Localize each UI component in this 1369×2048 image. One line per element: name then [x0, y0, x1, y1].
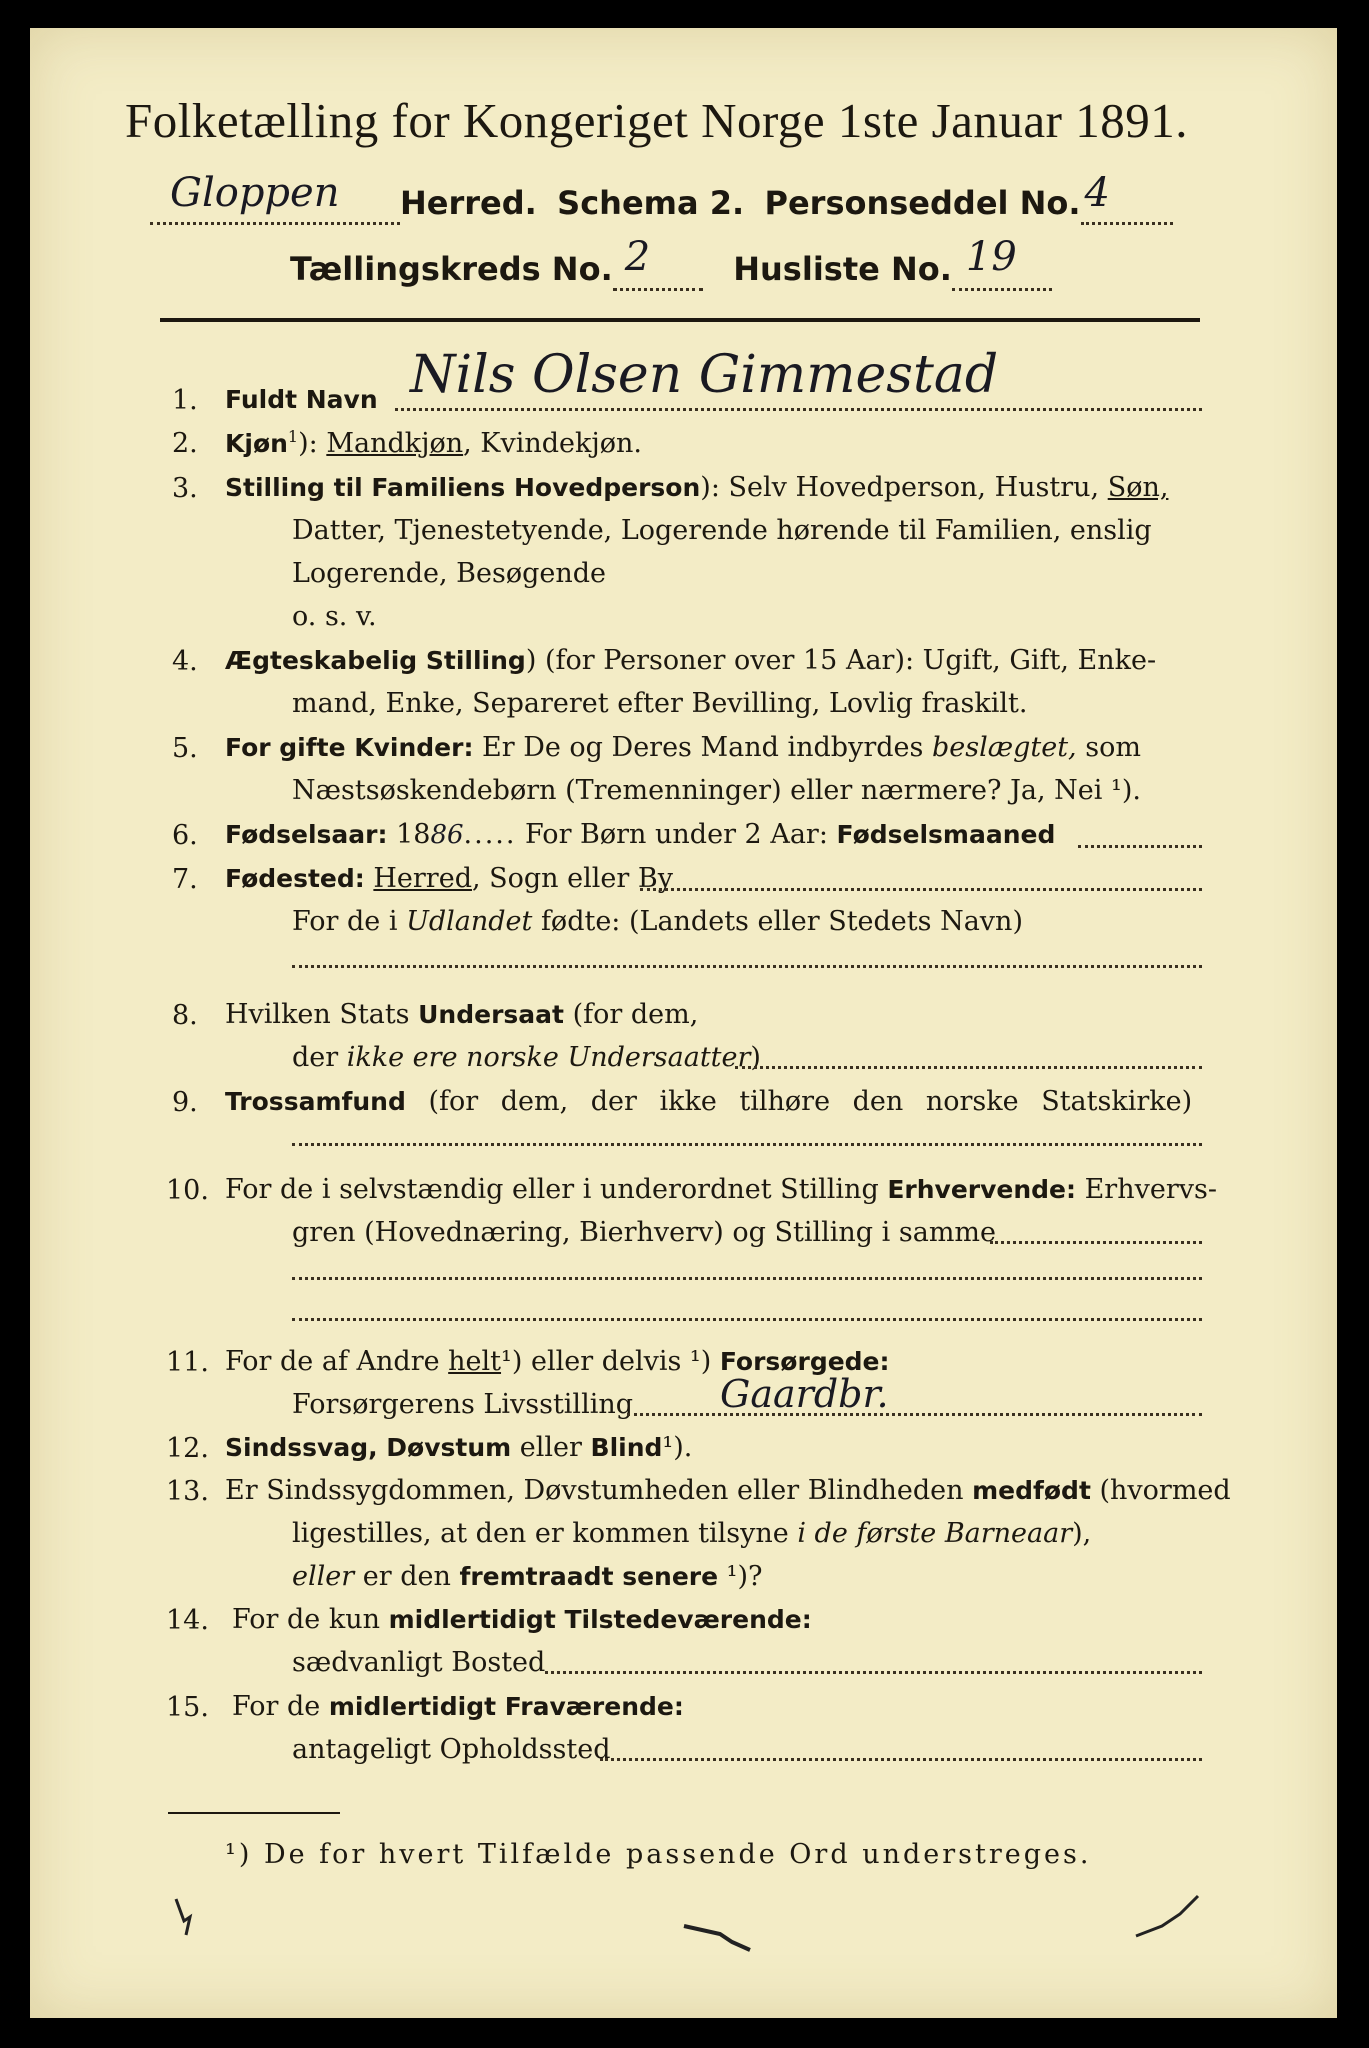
- q4-number: 4.: [172, 646, 198, 677]
- q13-line2b: ),: [1072, 1518, 1092, 1549]
- pencil-mark-left: [170, 1895, 210, 1945]
- q4-row: [225, 645, 1156, 677]
- q8-line2a: der: [292, 1042, 347, 1073]
- q2-mandkjon: Mandkjøn: [326, 428, 464, 459]
- q5-text-a: Er De og Deres Mand indbyrdes: [473, 732, 932, 763]
- q8-line2b: ): [750, 1042, 761, 1073]
- kreds-line: [290, 234, 1052, 291]
- q12-label: Sindssvag, Døvstum: [225, 1433, 512, 1462]
- q10-text-b: Erhvervs-: [1076, 1174, 1217, 1205]
- footnote: ¹) De for hvert Tilfælde passende Ord understreges.: [225, 1839, 1092, 1870]
- q11-text-a: For de af Andre: [225, 1346, 449, 1377]
- q13-line2: [292, 1518, 1091, 1550]
- q9-row: [225, 1086, 1192, 1118]
- q8-line2: [292, 1042, 761, 1074]
- q15-text-a: For de: [232, 1691, 329, 1722]
- q6-year-prefix: 18: [396, 819, 431, 850]
- husliste-field: [952, 234, 1052, 291]
- q7-udlandet: Udlandet: [406, 906, 533, 937]
- husliste-label: Husliste No.: [733, 250, 952, 288]
- form-title: Folketælling for Kongeriget Norge 1ste Januar 1891.: [125, 93, 1188, 148]
- q7-label: Fødested:: [225, 864, 365, 893]
- q3-line2: Datter, Tjenestetyende, Logerende hørende til Familien, enslig: [292, 515, 1152, 546]
- q10-dotline-1: [990, 1241, 1202, 1244]
- q1-dotline: [395, 408, 1202, 411]
- q13-line3-italic: eller: [292, 1561, 355, 1592]
- q12-text-b: ¹).: [662, 1432, 693, 1463]
- q8-line2-italic: ikke ere norske Undersaatter: [346, 1042, 751, 1073]
- q7-line2: [292, 906, 1023, 938]
- q11-line2: Forsørgerens Livsstilling: [292, 1389, 634, 1420]
- q14-label: midlertidigt Tilstedeværende:: [388, 1605, 812, 1634]
- q6-dotline: [1078, 845, 1202, 848]
- q13-line3b: ¹)?: [718, 1561, 763, 1592]
- q15-label: midlertidigt Fraværende:: [328, 1692, 684, 1721]
- q11-helt: helt: [448, 1346, 502, 1377]
- q7-number: 7.: [172, 864, 198, 895]
- q6-label-b: Fødselsmaaned: [836, 820, 1056, 849]
- q13-line2a: ligestilles, at den er kommen tilsyne: [292, 1518, 798, 1549]
- q3-line4: o. s. v.: [292, 601, 377, 632]
- q2-text-a: ):: [298, 428, 327, 459]
- q14-dotline: [545, 1671, 1202, 1674]
- q8-row: [225, 999, 698, 1031]
- q9-number: 9.: [172, 1087, 198, 1118]
- q10-number: 10.: [166, 1175, 209, 1206]
- husliste-value: 19: [965, 234, 1017, 280]
- q8-text-b: (for dem,: [563, 999, 699, 1030]
- q9-label: Trossamfund: [225, 1087, 406, 1116]
- kreds-field: [613, 234, 703, 291]
- q5-row: [225, 732, 1141, 764]
- q4-line2: mand, Enke, Separeret efter Bevilling, Lovlig fraskilt.: [292, 688, 1028, 719]
- q7-line2a: For de i: [292, 906, 407, 937]
- q10-row: [225, 1174, 1217, 1206]
- q3-son: Søn,: [1107, 472, 1169, 503]
- q8-number: 8.: [172, 1000, 198, 1031]
- q7-row: [225, 863, 673, 895]
- q12-number: 12.: [166, 1433, 209, 1464]
- q15-dotline: [600, 1758, 1202, 1761]
- q13-line3a: er den: [354, 1561, 460, 1592]
- q13-line2-italic: i de første Barneaar: [797, 1518, 1073, 1549]
- q13-text-b: (hvormed: [1090, 1475, 1231, 1506]
- q10-dotline-2: [292, 1277, 1202, 1280]
- q6-number: 6.: [172, 820, 198, 851]
- q11-number: 11.: [166, 1347, 209, 1378]
- q7-extra-dotline: [292, 965, 1202, 968]
- q7-line2b: fødte: (Landets eller Stedets Navn): [532, 906, 1023, 937]
- q12-label-b: Blind: [590, 1433, 663, 1462]
- q15-line2: antageligt Opholdssted: [292, 1734, 611, 1765]
- q15-number: 15.: [166, 1692, 209, 1723]
- q8-text-a: Hvilken Stats: [225, 999, 419, 1030]
- q3-row: [225, 472, 1168, 504]
- q14-number: 14.: [166, 1605, 209, 1636]
- q12-row: [225, 1432, 692, 1464]
- q10-line2: gren (Hovednæring, Bierhverv) og Stilling i samme: [292, 1217, 997, 1248]
- q2-footnote-ref: 1: [287, 427, 299, 446]
- q12-text-a: eller: [511, 1432, 591, 1463]
- q6-year-value: 86: [430, 820, 464, 850]
- header-divider: [160, 318, 1200, 322]
- personseddel-value: 4: [1084, 170, 1110, 216]
- q14-line2: sædvanligt Bosted: [292, 1647, 546, 1678]
- q11-dotline: [627, 1413, 1202, 1416]
- q1-name-value: Nils Olsen Gimmestad: [410, 345, 999, 405]
- q7-herred: Herred: [373, 863, 472, 894]
- q3-label: Stilling til Familiens Hovedperson: [225, 473, 701, 502]
- q7-dotline: [640, 888, 1202, 891]
- q13-line3: [292, 1561, 763, 1593]
- q4-line1: ) (for Personer over 15 Aar): Ugift, Gift, Enke-: [525, 645, 1157, 676]
- q13-text-a: Er Sindssygdommen, Døvstumheden eller Blindheden: [225, 1475, 973, 1506]
- q3-text-a: ): Selv Hovedperson, Hustru,: [700, 472, 1108, 503]
- q11-label: Forsørgede:: [719, 1347, 890, 1376]
- q3-line3: Logerende, Besøgende: [292, 558, 606, 589]
- q11-text-b: ¹) eller delvis ¹): [501, 1346, 720, 1377]
- q5-beslaegtet: beslægtet,: [931, 732, 1077, 763]
- pencil-mark-right: [1130, 1890, 1210, 1950]
- q5-text-b: som: [1076, 732, 1141, 763]
- q6-label: Fødselsaar:: [225, 820, 388, 849]
- q8-dotline: [735, 1066, 1202, 1069]
- q9-dotline: [292, 1143, 1202, 1146]
- kreds-label: Tællingskreds No.: [290, 250, 613, 288]
- q7-text-a: , Sogn eller By: [471, 863, 673, 894]
- q3-number: 3.: [172, 473, 198, 504]
- q14-text-a: For de kun: [232, 1604, 389, 1635]
- personseddel-label: Personseddel No.: [764, 184, 1081, 222]
- pencil-mark-center: [680, 1920, 760, 1960]
- q1-number: 1.: [172, 385, 198, 416]
- herred-value: Gloppen: [170, 170, 340, 216]
- schema-label: Schema 2.: [557, 184, 745, 222]
- q10-dotline-3: [292, 1318, 1202, 1321]
- q6-text-b: For Børn under 2 Aar:: [516, 819, 837, 850]
- q6-row: Fødselsaar: 1886..... For Børn under 2 Aar: Fødselsmaaned: [225, 819, 1056, 850]
- q5-line2: Næstsøskendebørn (Tremenninger) eller nærmere? Ja, Nei ¹).: [292, 775, 1141, 806]
- kreds-value: 2: [624, 234, 651, 280]
- q2-number: 2.: [172, 428, 198, 459]
- q14-row: [232, 1604, 812, 1636]
- q1-row: [225, 384, 378, 416]
- q5-label: For gifte Kvinder:: [225, 733, 474, 762]
- q5-number: 5.: [172, 733, 198, 764]
- q9-text-a: (for dem, der ikke tilhøre den norske Statskirke): [405, 1086, 1193, 1117]
- q13-label-b: fremtraadt senere: [459, 1562, 719, 1591]
- q11-value: Gaardbr.: [720, 1372, 889, 1416]
- q8-label: Undersaat: [418, 1000, 564, 1029]
- q2-row: [225, 427, 642, 460]
- footnote-separator: [168, 1812, 340, 1814]
- q15-row: [232, 1691, 684, 1723]
- q10-text-a: For de i selvstændig eller i underordnet Stilling: [225, 1174, 888, 1205]
- herred-line: [150, 170, 1173, 225]
- herred-field: [150, 170, 400, 225]
- q10-label: Erhvervende:: [887, 1175, 1077, 1204]
- q4-label: Ægteskabelig Stilling: [225, 646, 526, 675]
- q1-label: Fuldt Navn: [225, 385, 378, 414]
- herred-label: Herred.: [400, 184, 537, 222]
- q13-label: medfødt: [972, 1476, 1091, 1505]
- q2-text-b: , Kvindekjøn.: [463, 428, 642, 459]
- q13-row: [225, 1475, 1231, 1507]
- q2-label: Kjøn: [225, 429, 288, 458]
- q13-number: 13.: [166, 1476, 209, 1507]
- personseddel-field: [1081, 170, 1173, 225]
